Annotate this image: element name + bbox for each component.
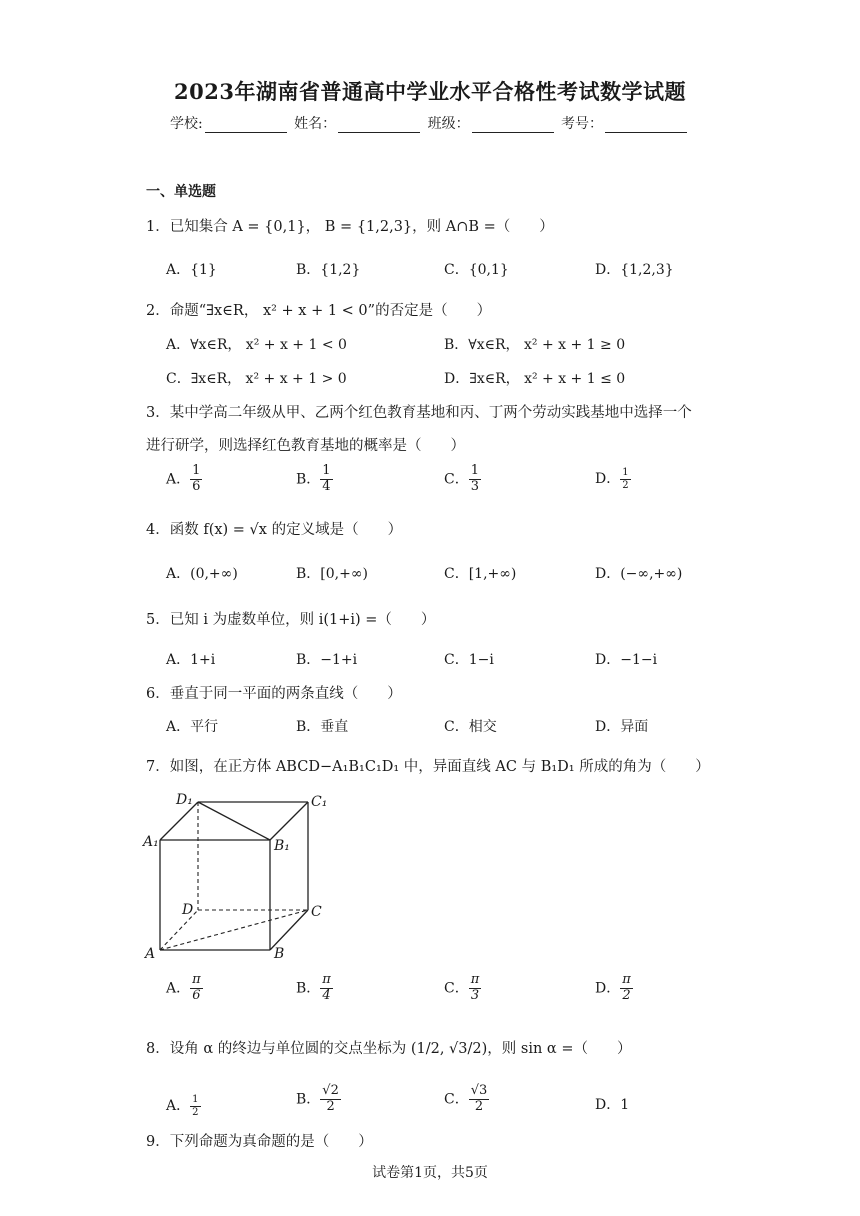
school-blank[interactable] xyxy=(205,118,287,133)
fraction: $\frac{\pi}{3}$ xyxy=(470,972,480,1003)
fraction: $\frac{1}{3}$ xyxy=(470,463,479,494)
q3-option-b[interactable]: B． $\frac{1}{4}$ xyxy=(296,463,331,494)
fraction: $\frac{1}{2}$ xyxy=(622,467,629,491)
question-3-stem: 3．某中学高二年级从甲、乙两个红色教育基地和丙、丁两个劳动实践基地中选择一个 xyxy=(146,405,692,421)
q7-option-a[interactable]: A． $\frac{\pi}{6}$ xyxy=(166,972,201,1003)
q7-option-d[interactable]: D． $\frac{\pi}{2}$ xyxy=(595,972,631,1003)
q1-option-c[interactable]: C．{0,1} xyxy=(444,262,509,278)
q3-option-d[interactable]: D． $\frac{1}{2}$ xyxy=(595,467,629,491)
q1-option-b[interactable]: B．{1,2} xyxy=(296,262,361,278)
label-b1: B₁ xyxy=(274,838,290,854)
fraction: $\frac{1}{4}$ xyxy=(322,463,331,494)
label-d: D xyxy=(182,902,194,918)
q2-option-d[interactable]: D．∃x∈R， x² + x + 1 ≤ 0 xyxy=(444,371,626,387)
label-c1: C₁ xyxy=(311,794,328,810)
name-label: 姓名： xyxy=(294,116,337,132)
student-info-line xyxy=(0,113,860,133)
q4-option-a[interactable]: A．(0,+∞) xyxy=(166,566,238,582)
school-label: 学校: xyxy=(169,116,203,132)
section-heading: 一、单选题 xyxy=(146,184,216,200)
label-d1: D₁ xyxy=(176,792,193,808)
q8-option-c[interactable]: C． $\frac{√3}{2}$ xyxy=(444,1083,488,1114)
fraction: $\frac{√3}{2}$ xyxy=(470,1083,488,1114)
q7-option-b[interactable]: B． $\frac{\pi}{4}$ xyxy=(296,972,331,1003)
fraction: $\frac{\pi}{2}$ xyxy=(622,972,631,1003)
q5-option-b[interactable]: B．−1+i xyxy=(296,652,358,668)
edge-c-b xyxy=(270,910,308,950)
label-c: C xyxy=(311,904,322,920)
q4-option-b[interactable]: B．[0,+∞) xyxy=(296,566,368,582)
q1-option-a[interactable]: A．{1} xyxy=(166,262,217,278)
class-blank[interactable] xyxy=(472,118,554,133)
cube-figure xyxy=(140,788,340,963)
q8-option-b[interactable]: B． $\frac{√2}{2}$ xyxy=(296,1083,339,1114)
class-label: 班级： xyxy=(427,116,470,132)
q3-option-c[interactable]: C． $\frac{1}{3}$ xyxy=(444,463,479,494)
question-3-stem-cont: 进行研学，则选择红色教育基地的概率是（ ） xyxy=(146,438,465,454)
q6-option-c[interactable]: C．相交 xyxy=(444,719,497,735)
question-2-stem: 2．命题“∃x∈R， x² + x + 1 < 0”的否定是（ ） xyxy=(146,303,492,319)
label-b: B xyxy=(274,946,285,962)
q8-option-d[interactable]: D．1 xyxy=(595,1097,630,1113)
q2-option-c[interactable]: C．∃x∈R， x² + x + 1 > 0 xyxy=(166,371,347,387)
q7-option-c[interactable]: C． $\frac{\pi}{3}$ xyxy=(444,972,480,1003)
label-a: A xyxy=(145,946,156,962)
question-6-stem: 6．垂直于同一平面的两条直线（ ） xyxy=(146,686,402,702)
q1-option-d[interactable]: D．{1,2,3} xyxy=(595,262,674,278)
diagonal-b1-d1 xyxy=(198,802,270,840)
q5-option-a[interactable]: A．1+i xyxy=(166,652,216,668)
fraction: $\frac{1}{6}$ xyxy=(192,463,201,494)
label-a1: A₁ xyxy=(143,834,159,850)
question-7-stem: 7．如图，在正方体 ABCD−A₁B₁C₁D₁ 中，异面直线 AC 与 B₁D₁ 所成的角为（ ） xyxy=(146,759,710,775)
q6-option-b[interactable]: B．垂直 xyxy=(296,719,349,735)
question-5-stem: 5．已知 i 为虚数单位，则 i(1+i) =（ ） xyxy=(146,612,436,628)
q5-option-c[interactable]: C．1−i xyxy=(444,652,494,668)
q8-option-a[interactable]: A． $\frac{1}{2}$ xyxy=(166,1094,199,1118)
page-footer: 试卷第1页，共5页 xyxy=(372,1165,488,1181)
exam-no-blank[interactable] xyxy=(605,118,687,133)
fraction: $\frac{√2}{2}$ xyxy=(322,1083,339,1114)
name-blank[interactable] xyxy=(338,118,420,133)
page-title: 2023年湖南省普通高中学业水平合格性考试数学试题 xyxy=(174,79,686,104)
question-8-stem: 8．设角 α 的终边与单位圆的交点坐标为 (1/2, √3/2)，则 sin α =（ ） xyxy=(146,1041,632,1057)
q3-option-a[interactable]: A． $\frac{1}{6}$ xyxy=(166,463,201,494)
edge-c1-b1 xyxy=(270,802,308,840)
question-9-stem: 9．下列命题为真命题的是（ ） xyxy=(146,1134,373,1150)
q4-option-d[interactable]: D．(−∞,+∞) xyxy=(595,566,683,582)
fraction: $\frac{\pi}{6}$ xyxy=(192,972,201,1003)
exam-no-label: 考号： xyxy=(561,116,604,132)
q6-option-a[interactable]: A．平行 xyxy=(166,719,219,735)
fraction: $\frac{\pi}{4}$ xyxy=(322,972,331,1003)
q5-option-d[interactable]: D．−1−i xyxy=(595,652,658,668)
q4-option-c[interactable]: C．[1,+∞) xyxy=(444,566,517,582)
question-4-stem: 4．函数 f(x) = √x 的定义域是（ ） xyxy=(146,522,403,538)
fraction: $\frac{1}{2}$ xyxy=(192,1094,199,1118)
q6-option-d[interactable]: D．异面 xyxy=(595,719,649,735)
q2-option-a[interactable]: A．∀x∈R， x² + x + 1 < 0 xyxy=(166,337,347,353)
question-1-stem: 1．已知集合 A = {0,1}， B = {1,2,3}，则 A∩B =（ ） xyxy=(146,219,554,235)
q2-option-b[interactable]: B．∀x∈R， x² + x + 1 ≥ 0 xyxy=(444,337,626,353)
